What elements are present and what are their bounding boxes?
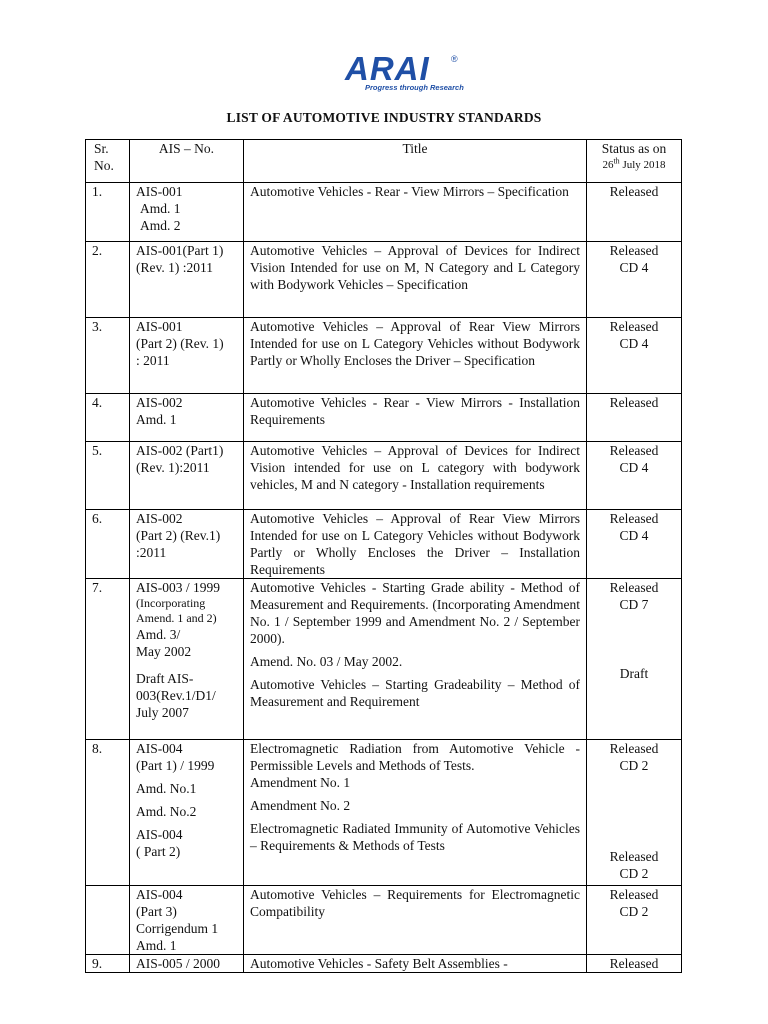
table-row: [86, 740, 682, 886]
registered-mark: ®: [451, 54, 458, 64]
row-title: Automotive Vehicles – Approval of Rear View Mirrors Intended for use on L Category Vehicles without Bodywork Partly or Wholly Encloses the Driver – Installation Requirements: [244, 510, 587, 579]
row-sr: 5.: [86, 442, 130, 510]
row-ais-no: AIS-002 (Part1) (Rev. 1):2011: [130, 442, 244, 510]
header-ais-no: AIS – No.: [130, 140, 244, 183]
row-ais-no: AIS-002 Amd. 1: [130, 394, 244, 442]
table-row: [86, 886, 682, 955]
row-ais-no: AIS-004 (Part 1) / 1999 Amd. No.1 Amd. No.2 AIS-004 ( Part 2): [130, 740, 244, 886]
logo-tagline: Progress through Research: [365, 83, 464, 92]
row-ais-no: AIS-001(Part 1) (Rev. 1) :2011: [130, 242, 244, 318]
row-title: Electromagnetic Radiation from Automotive Vehicle - Permissible Levels and Methods of Tests. Amendment No. 1 Amendment No. 2 Electromagnetic Radiated Immunity of Automotive Vehicles – Requirements & Methods of Tests: [244, 740, 587, 886]
row-ais-no: AIS-004 (Part 3) Corrigendum 1 Amd. 1: [130, 886, 244, 955]
table-header-row: [86, 140, 682, 183]
header-sr-line1: Sr.: [94, 141, 109, 156]
table-row: [86, 579, 682, 740]
row-status: Released CD 2: [587, 886, 682, 955]
header-status-date: 26th July 2018: [602, 156, 666, 171]
document-title: LIST OF AUTOMOTIVE INDUSTRY STANDARDS: [226, 110, 542, 125]
row-title: Automotive Vehicles – Approval of Devices for Indirect Vision Intended for use on M, N Category and L Category with Bodywork Vehicles – Specification: [244, 242, 587, 318]
row-sr: 8.: [86, 740, 130, 886]
row-sr: 9.: [86, 955, 130, 973]
row-sr: 4.: [86, 394, 130, 442]
logo-wordmark: ARAI: [345, 50, 430, 87]
row-ais-no: AIS-003 / 1999 (Incorporating Amend. 1 and 2) Amd. 3/ May 2002 Draft AIS- 003(Rev.1/D1/ July 2007: [130, 579, 244, 740]
row-sr: 6.: [86, 510, 130, 579]
row-status: Released CD 2 Released CD 2: [587, 740, 682, 886]
row-title: Automotive Vehicles - Safety Belt Assemblies -: [244, 955, 587, 973]
row-ais-no: AIS-001 Amd. 1 Amd. 2: [130, 183, 244, 242]
header-status-line1: Status as on: [601, 141, 667, 156]
row-status: Released CD 7 Draft: [587, 579, 682, 740]
row-sr: 7.: [86, 579, 130, 740]
row-status: Released: [587, 955, 682, 973]
row-title: Automotive Vehicles – Approval of Devices for Indirect Vision intended for use on L category with bodywork vehicles, M and N category - Installation requirements: [244, 442, 587, 510]
table-row: [86, 394, 682, 442]
standards-table: [85, 139, 682, 973]
table-row: [86, 242, 682, 318]
row-ais-no: AIS-005 / 2000: [130, 955, 244, 973]
table-row: [86, 442, 682, 510]
header-sr-no: [86, 140, 130, 183]
row-status: Released: [587, 183, 682, 242]
row-title: Automotive Vehicles – Approval of Rear View Mirrors Intended for use on L Category Vehicles without Bodywork Partly or Wholly Encloses the Driver – Specification: [244, 318, 587, 394]
row-title: Automotive Vehicles - Rear - View Mirrors – Specification: [244, 183, 587, 242]
row-sr: 3.: [86, 318, 130, 394]
header-sr-line2: No.: [94, 158, 114, 173]
row-title: Automotive Vehicles - Starting Grade ability - Method of Measurement and Requirements. (Incorporating Amendment No. 1 / September 1999 and Amendment No. 2 / September 2000). Amend. No. 03 / May 2002. Automotive Vehicles – Starting Gradeability – Method of Measurement and Requirement: [244, 579, 587, 740]
row-status: Released CD 4: [587, 242, 682, 318]
table-row: [86, 183, 682, 242]
row-status: Released CD 4: [587, 442, 682, 510]
row-title: Automotive Vehicles - Rear - View Mirrors - Installation Requirements: [244, 394, 587, 442]
table-row: [86, 955, 682, 973]
header-status: [587, 140, 682, 183]
table-row: [86, 510, 682, 579]
row-ais-no: AIS-002 (Part 2) (Rev.1) :2011: [130, 510, 244, 579]
row-sr: 2.: [86, 242, 130, 318]
row-title: Automotive Vehicles – Requirements for Electromagnetic Compatibility: [244, 886, 587, 955]
row-sr: [86, 886, 130, 955]
header-title: Title: [244, 140, 587, 183]
row-status: Released: [587, 394, 682, 442]
row-status: Released CD 4: [587, 318, 682, 394]
arai-logo: [345, 52, 465, 94]
row-status: Released CD 4: [587, 510, 682, 579]
row-ais-no: AIS-001 (Part 2) (Rev. 1) : 2011: [130, 318, 244, 394]
table-row: [86, 318, 682, 394]
row-sr: 1.: [86, 183, 130, 242]
